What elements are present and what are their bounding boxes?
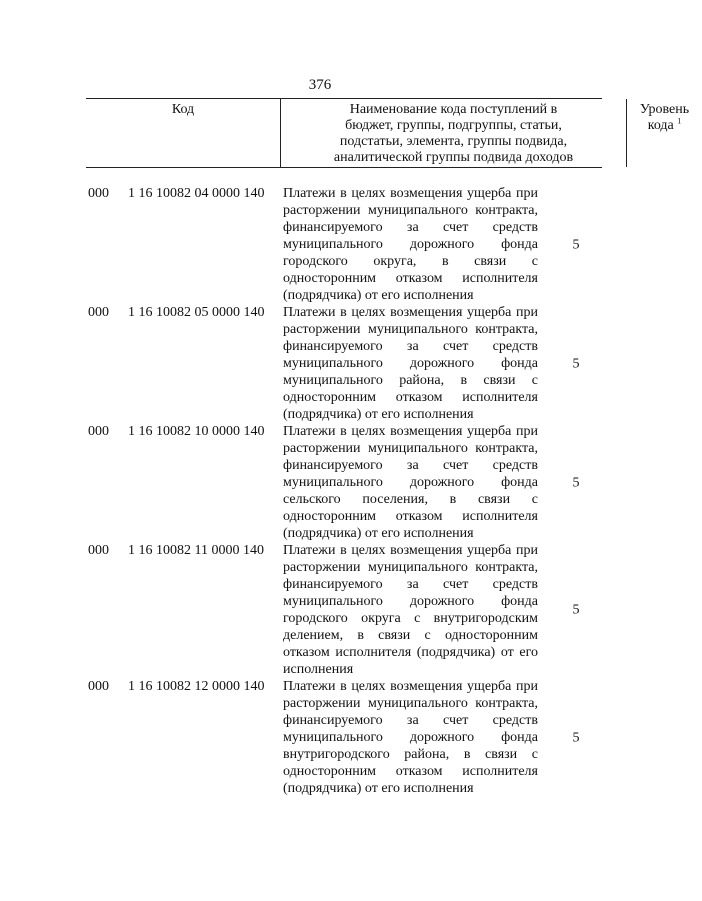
header-name-line: аналитической группы подвида доходов bbox=[333, 150, 574, 165]
table-header bbox=[86, 98, 690, 168]
code-level: 5 bbox=[572, 730, 580, 745]
table-row bbox=[0, 678, 640, 797]
income-name: Платежи в целях возмещения ущерба при расторжении муниципального контракта, финансируемого за счет средств муниципального дорожного фонда внутригородского района, в связи с односторонним отказом исполнителя (подрядчика) от его исполнения bbox=[283, 679, 538, 796]
header-level-line: Уровень bbox=[639, 102, 690, 117]
page-number: 376 bbox=[308, 77, 332, 93]
table-row bbox=[0, 304, 640, 423]
header-level-line bbox=[627, 118, 702, 134]
table-row bbox=[0, 423, 640, 542]
header-level bbox=[627, 99, 702, 167]
income-code: 1 16 10082 04 0000 140 bbox=[128, 186, 265, 201]
income-code: 1 16 10082 10 0000 140 bbox=[128, 424, 265, 439]
admin-code: 000 bbox=[88, 305, 109, 320]
income-name: Платежи в целях возмещения ущерба при расторжении муниципального контракта, финансируемого за счет средств муниципального дорожного фонда муниципального района, в связи с односторонним отказом исполнителя (подрядчика) от его исполнения bbox=[283, 305, 538, 422]
header-name bbox=[280, 99, 627, 167]
footnote-marker: 1 bbox=[677, 116, 682, 126]
income-name: Платежи в целях возмещения ущерба при расторжении муниципального контракта, финансируемого за счет средств муниципального дорожного фонда сельского поселения, в связи с односторонним отказом исполнителя (подрядчика) от его исполнения bbox=[283, 424, 538, 541]
header-name-line: подстатьи, элемента, группы подвида, bbox=[339, 134, 568, 149]
table-row bbox=[0, 542, 640, 678]
admin-code: 000 bbox=[88, 424, 109, 439]
income-code: 1 16 10082 11 0000 140 bbox=[128, 543, 264, 558]
header-level-text: кода bbox=[647, 118, 674, 133]
code-level: 5 bbox=[572, 237, 580, 252]
admin-code: 000 bbox=[88, 543, 109, 558]
income-code: 1 16 10082 12 0000 140 bbox=[128, 679, 265, 694]
code-level: 5 bbox=[572, 475, 580, 490]
admin-code: 000 bbox=[88, 186, 109, 201]
code-level: 5 bbox=[572, 356, 580, 371]
income-name: Платежи в целях возмещения ущерба при расторжении муниципального контракта, финансируемого за счет средств муниципального дорожного фонда городского округа, в связи с односторонним отказом исполнителя (подрядчика) от его исполнения bbox=[283, 186, 538, 303]
code-level: 5 bbox=[572, 602, 580, 618]
header-name-line: Наименование кода поступлений в bbox=[349, 102, 558, 117]
table-body bbox=[0, 185, 640, 797]
table-row bbox=[0, 185, 640, 304]
header-name-line: бюджет, группы, подгруппы, статьи, bbox=[345, 118, 562, 133]
header-code: Код bbox=[171, 102, 195, 117]
income-name: Платежи в целях возмещения ущерба при расторжении муниципального контракта, финансируемого за счет средств муниципального дорожного фонда городского округа с внутригородским делением, в связи с односторонним отказом исполнителя (подрядчика) от его исполнения bbox=[283, 543, 538, 677]
admin-code: 000 bbox=[88, 679, 109, 694]
income-code: 1 16 10082 05 0000 140 bbox=[128, 305, 265, 320]
